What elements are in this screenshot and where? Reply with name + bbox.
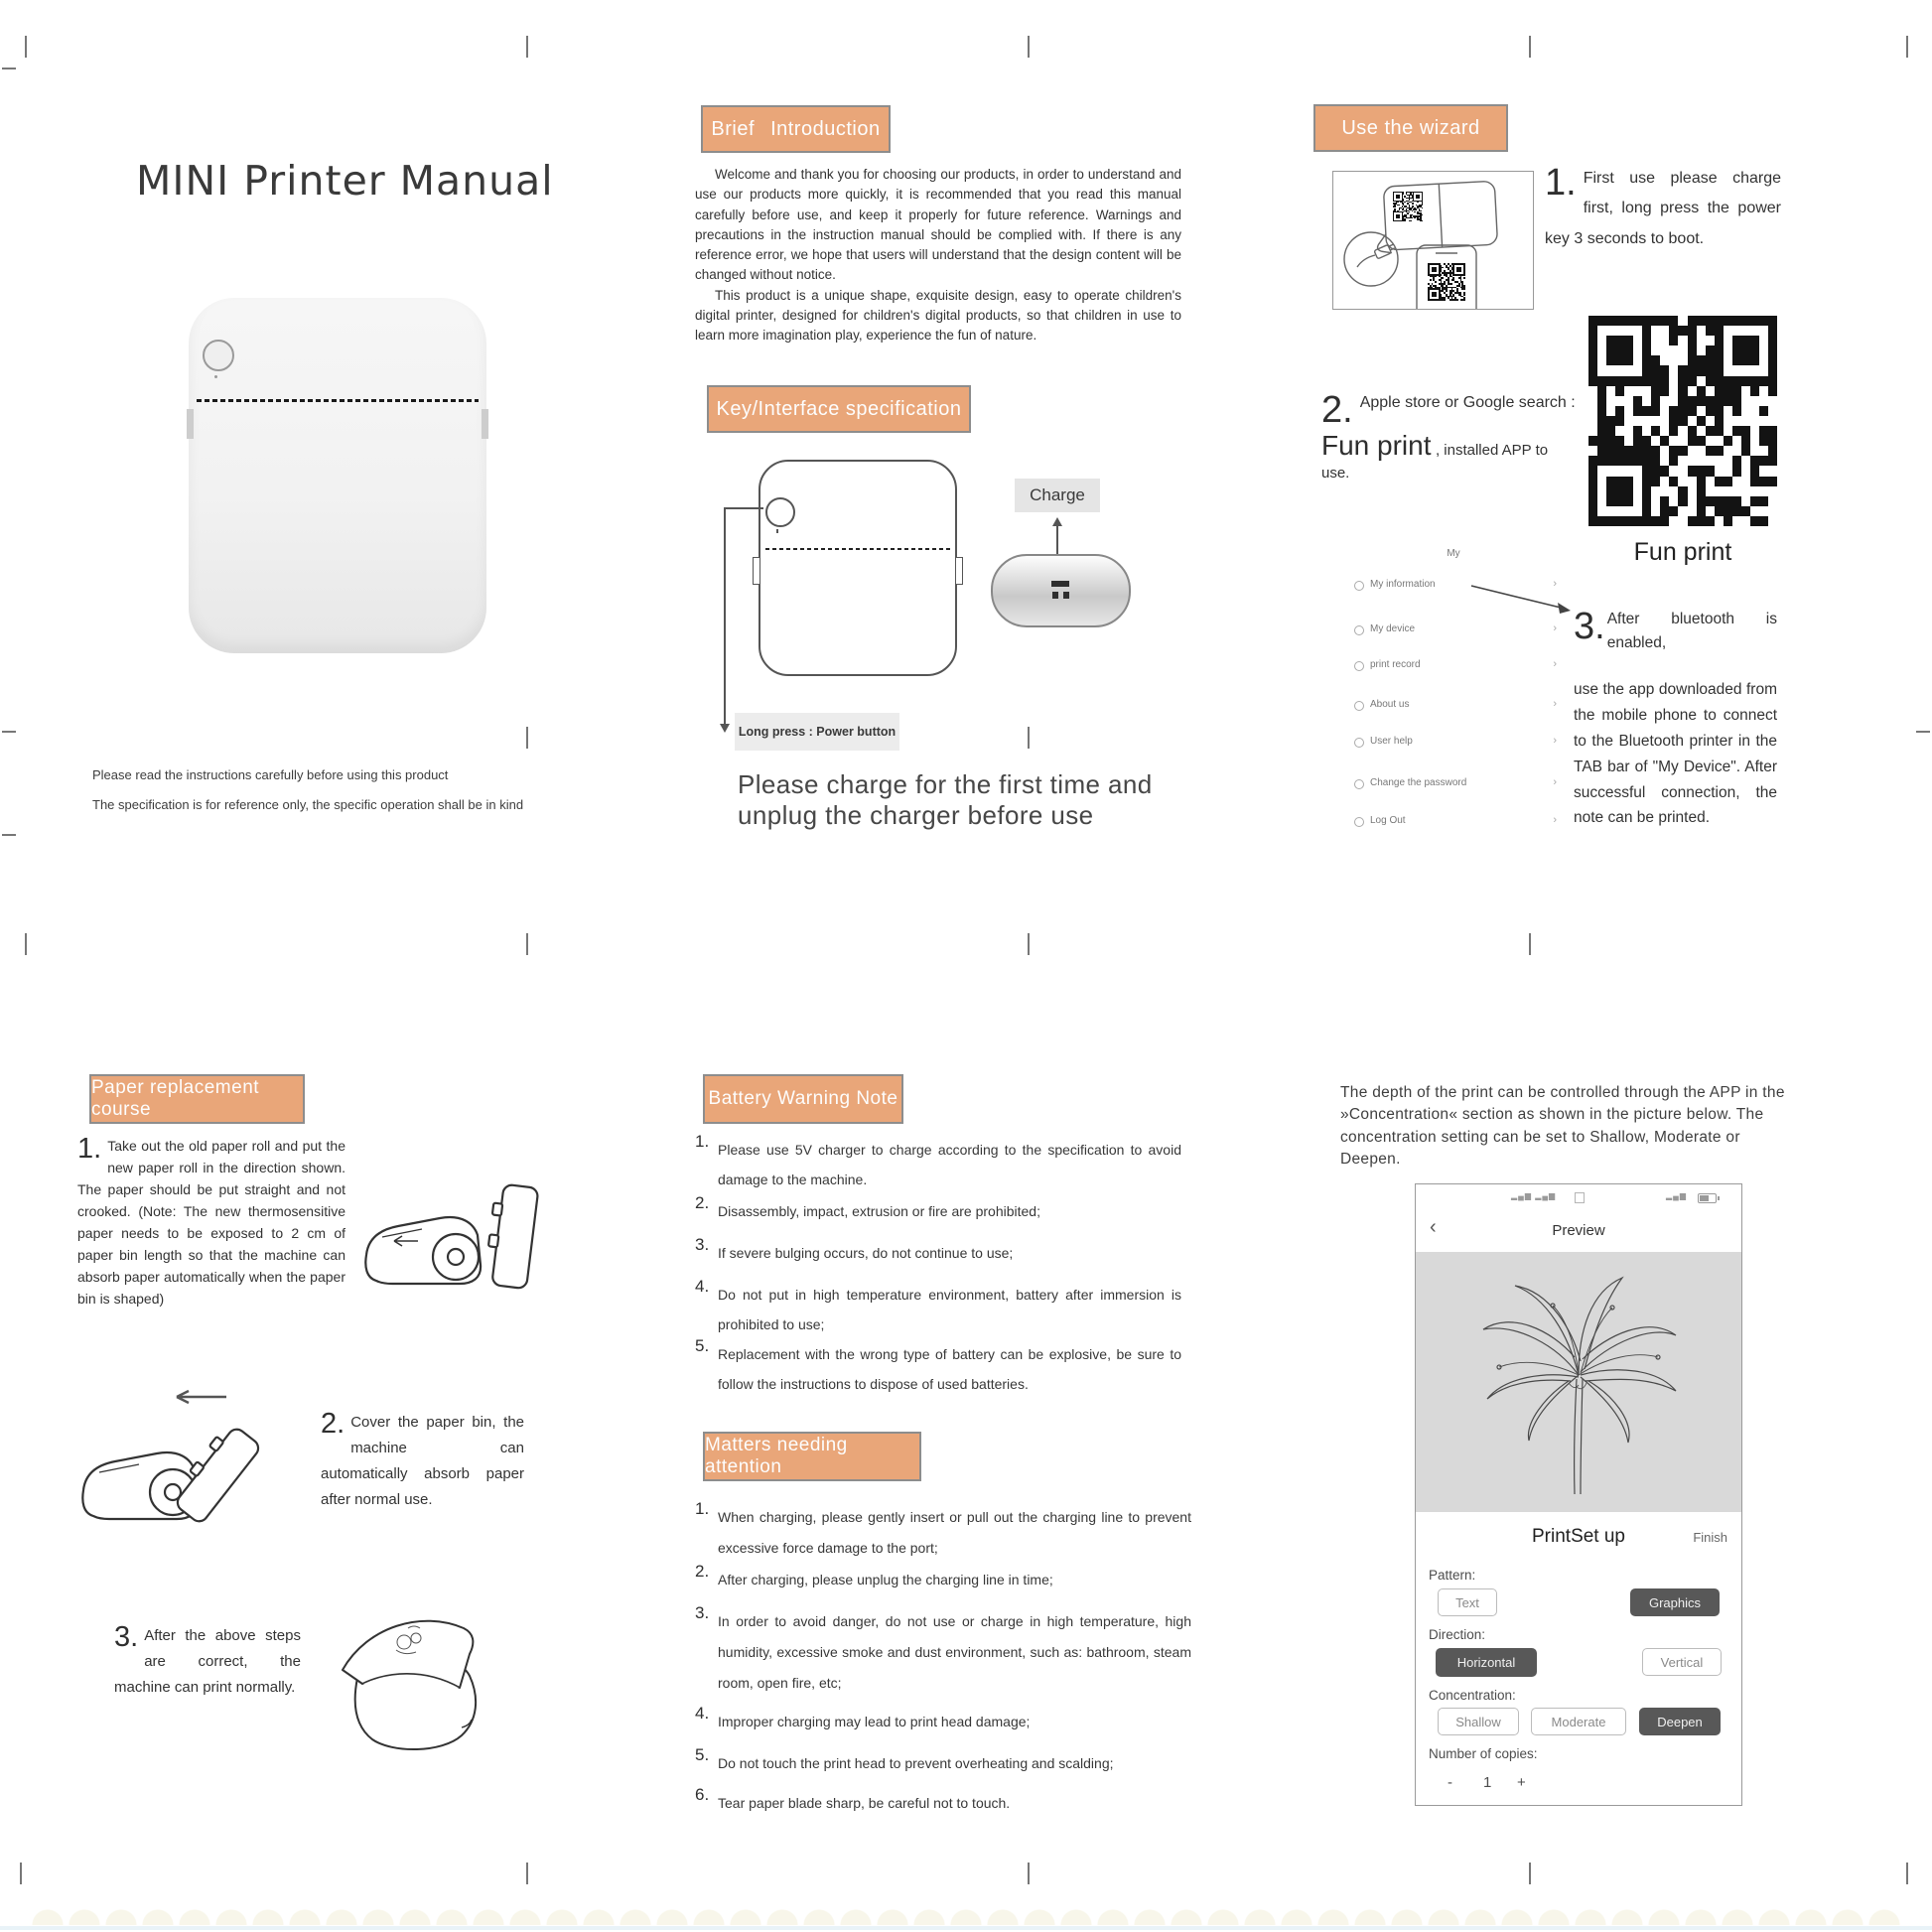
step-text: Cover the paper bin, the machine can automatically absorb paper after normal use. (321, 1414, 524, 1508)
charge-label: Charge (1015, 479, 1100, 512)
step-body: use the app downloaded from the mobile phone to connect to the Bluetooth printer in the TAB bar of "My Device". After successful connection, the note can be printed. (1574, 681, 1777, 827)
battery-icon (1698, 1193, 1717, 1203)
section-header-key-interface: Key/Interface specification (707, 385, 971, 433)
wizard-illustration (1332, 171, 1534, 310)
item-number: 5. (695, 1745, 710, 1764)
attention-item-3 (695, 1603, 1191, 1699)
printer-diagram (759, 460, 957, 676)
qr-caption: Fun print (1633, 538, 1732, 566)
printer-side-tab (482, 409, 488, 439)
record-icon (1354, 661, 1364, 671)
section-header-use-the-wizard: Use the wizard (1313, 104, 1508, 152)
section-header-battery-warning: Battery Warning Note (703, 1074, 903, 1124)
paper-step-1 (77, 1135, 345, 1310)
menu-item-label: About us (1370, 699, 1410, 710)
chevron-right-icon: › (1553, 776, 1557, 788)
back-chevron-icon: ‹ (1430, 1216, 1437, 1238)
menu-item-about-us (1348, 698, 1559, 714)
chevron-right-icon: › (1553, 578, 1557, 590)
step-number: 3. (1574, 606, 1605, 647)
paper-step-3 (114, 1623, 301, 1701)
qr-code-small (1393, 192, 1423, 221)
status-left-icons: ▂▄▆ ▂▄▆ (1511, 1191, 1557, 1200)
paper-step-2 (321, 1410, 524, 1513)
status-signal-icon: ▂▄▆ (1666, 1191, 1687, 1200)
power-button-icon (765, 497, 795, 527)
logout-icon (1354, 817, 1364, 827)
wizard-step-2 (1321, 391, 1578, 484)
item-text: Do not put in high temperature environment, battery after immersion is prohibited to use; (718, 1287, 1181, 1332)
printsetup-title: PrintSet up (1532, 1526, 1625, 1547)
device-icon (1354, 625, 1364, 635)
paper-slot-icon (765, 548, 950, 550)
charger-pin-icon (1052, 592, 1058, 599)
intro-paragraph-1: Welcome and thank you for choosing our products, in order to understand and use our products more quickly, it is recommended that you read this manual carefully before use, and keep it properly for future reference. Warnings and precautions in the instruction manual should be complied with. If there is any reference error, we hope that users will understand that the design content will be changed without notice. (695, 167, 1181, 283)
battery-item-3 (695, 1235, 1181, 1268)
crop-mark (20, 1863, 22, 1884)
item-text: Replacement with the wrong type of battery can be explosive, be sure to follow the instructions to dispose of used batteries. (718, 1346, 1181, 1392)
item-number: 2. (695, 1193, 710, 1212)
menu-title: My (1447, 548, 1460, 559)
intro-paragraph-2: This product is a unique shape, exquisite design, easy to operate children's digital printer, designed for children's digital products, so that children in use to learn more imagination play, experience the fun of nature. (695, 287, 1181, 343)
pointer-arrow-icon (1467, 580, 1579, 621)
section-header-paper-replacement: Paper replacement course (89, 1074, 305, 1124)
concentration-intro: The depth of the print can be controlled through the APP in the »Concentration« section as shown in the picture below. The concentration setting can be set to Shallow, Moderate or Deepen. (1340, 1084, 1785, 1169)
battery-item-1 (695, 1132, 1181, 1194)
item-number: 3. (695, 1603, 710, 1622)
side-tab (955, 557, 963, 585)
menu-item-label: My device (1370, 623, 1416, 634)
crop-mark (2, 834, 16, 836)
item-text: Tear paper blade sharp, be careful not to touch. (718, 1795, 1011, 1811)
printer-led-icon (214, 375, 217, 378)
item-number: 3. (695, 1235, 710, 1254)
app-name: Fun print (1321, 429, 1432, 461)
copies-count: 1 (1483, 1774, 1492, 1791)
chevron-right-icon: › (1553, 658, 1557, 670)
callout-line (1056, 525, 1058, 555)
printer-paper-slot-icon (197, 399, 479, 402)
crop-mark (2, 731, 16, 733)
info-icon (1354, 701, 1364, 711)
concentration-moderate-button: Moderate (1531, 1708, 1626, 1735)
concentration-label: Concentration: (1429, 1688, 1516, 1703)
direction-label: Direction: (1429, 1627, 1486, 1642)
crop-mark (1028, 1863, 1030, 1884)
finish-button: Finish (1693, 1530, 1727, 1545)
chevron-right-icon: › (1553, 698, 1557, 710)
menu-item-label: print record (1370, 659, 1421, 670)
crop-mark (1529, 36, 1531, 58)
crop-mark (25, 36, 27, 58)
menu-item-change-password (1348, 776, 1559, 792)
intro-paragraphs (695, 165, 1181, 345)
step-text: After the above steps are correct, the machine can print normally. (114, 1627, 301, 1696)
charger-photo (991, 554, 1131, 627)
item-text: In order to avoid danger, do not use or charge in high temperature, high humidity, excessive smoke and dust environment, such as: bathroom, steam room, open fire, etc; (718, 1613, 1191, 1691)
copies-label: Number of copies: (1429, 1746, 1538, 1761)
item-number: 1. (695, 1499, 710, 1518)
page-edge-decoration (30, 1889, 1902, 1925)
menu-item-label: User help (1370, 736, 1413, 747)
power-button-mark (776, 529, 778, 533)
menu-item-label: Log Out (1370, 815, 1406, 826)
attention-item-4 (695, 1704, 1191, 1737)
crop-mark (1906, 36, 1908, 58)
first-charge-note: Please charge for the first time and unplug the charger before use (738, 769, 1153, 830)
step-number: 1. (1545, 162, 1577, 204)
step-number: 2. (321, 1408, 345, 1440)
direction-vertical-button: Vertical (1642, 1648, 1722, 1676)
printer-power-button-icon (203, 340, 234, 371)
copies-plus-button: + (1517, 1774, 1526, 1791)
menu-item-log-out (1348, 814, 1559, 830)
step-text: First use please charge first, long press the power key 3 seconds to boot. (1545, 170, 1781, 247)
crop-mark (526, 36, 528, 58)
crop-mark (1906, 1863, 1908, 1884)
attention-item-1 (695, 1499, 1191, 1564)
cover-note-1: Please read the instructions carefully before using this product (92, 767, 449, 782)
item-number: 1. (695, 1132, 710, 1151)
print-preview-image (1416, 1252, 1741, 1512)
direction-horizontal-button: Horizontal (1436, 1648, 1537, 1677)
paper-step2-illustration (79, 1385, 283, 1546)
lock-icon (1354, 779, 1364, 789)
manual-title: MINI Printer Manual (136, 157, 554, 205)
user-icon (1354, 581, 1364, 591)
menu-item-user-help (1348, 735, 1559, 751)
item-number: 2. (695, 1562, 710, 1581)
attention-item-2 (695, 1562, 1191, 1595)
page-edge-line (0, 1926, 1932, 1930)
wizard-step-1 (1545, 164, 1781, 254)
charger-pin-icon (1063, 592, 1069, 599)
concentration-deepen-button: Deepen (1639, 1708, 1721, 1735)
crop-mark (526, 1863, 528, 1884)
menu-item-label: Change the password (1370, 777, 1467, 788)
cover-note-2: The specification is for reference only, the specific operation shall be in kind (92, 797, 524, 812)
menu-item-label: My information (1370, 579, 1436, 590)
callout-arrowhead-icon (720, 724, 730, 733)
printer-photo (189, 298, 486, 653)
step-number: 2. (1321, 389, 1353, 431)
crop-mark (1028, 36, 1030, 58)
crop-mark (526, 727, 528, 749)
section-header-matters-attention: Matters needing attention (703, 1432, 921, 1481)
app-screenshot (1415, 1183, 1742, 1806)
printer-side-tab (187, 409, 194, 439)
copies-minus-button: - (1448, 1774, 1452, 1791)
crop-mark (1529, 1863, 1531, 1884)
item-number: 4. (695, 1277, 710, 1296)
crop-mark (1028, 727, 1030, 749)
app-qr-code (1588, 316, 1777, 526)
step-text: Apple store or Google search : (1359, 394, 1576, 411)
item-text: Please use 5V charger to charge according to the specification to avoid damage to the machine. (718, 1142, 1181, 1187)
concentration-shallow-button: Shallow (1438, 1708, 1519, 1735)
item-text: After charging, please unplug the charging line in time; (718, 1572, 1053, 1587)
status-icon (1575, 1192, 1585, 1203)
item-number: 6. (695, 1785, 710, 1804)
crop-mark (1916, 731, 1930, 733)
crop-mark (2, 68, 16, 69)
paper-step1-illustration (360, 1179, 549, 1307)
attention-item-5 (695, 1745, 1191, 1779)
side-tab (753, 557, 760, 585)
pattern-label: Pattern: (1429, 1568, 1476, 1583)
wizard-step-3 (1574, 608, 1777, 831)
chevron-right-icon: › (1553, 622, 1557, 634)
step-lead: After bluetooth is enabled, (1606, 611, 1777, 652)
crop-mark (1028, 933, 1030, 955)
step-text-suffix: , installed APP to use. (1321, 441, 1549, 483)
item-text: If severe bulging occurs, do not continue to use; (718, 1245, 1014, 1261)
chevron-right-icon: › (1553, 735, 1557, 747)
charger-port-icon (1051, 581, 1069, 587)
item-number: 4. (695, 1704, 710, 1723)
step-number: 3. (114, 1621, 139, 1653)
menu-item-print-record (1348, 658, 1559, 674)
item-text: When charging, please gently insert or pull out the charging line to prevent excessive force damage to the port; (718, 1509, 1191, 1556)
item-text: Do not touch the print head to prevent overheating and scalding; (718, 1755, 1114, 1771)
pattern-text-button: Text (1438, 1588, 1497, 1616)
item-text: Disassembly, impact, extrusion or fire are prohibited; (718, 1203, 1040, 1219)
crop-mark (526, 933, 528, 955)
step-text: Take out the old paper roll and put the new paper roll in the direction shown. The paper should be put straight and not crooked. (Note: The new thermosensitive paper needs to be exposed to 2 cm of paper bin length so that the machine can absorb paper automatically when the paper bin is shaped) (77, 1138, 345, 1307)
battery-item-2 (695, 1193, 1181, 1226)
help-icon (1354, 738, 1364, 748)
spider-lily-drawing (1430, 1258, 1727, 1506)
callout-line (724, 507, 726, 724)
chevron-right-icon: › (1553, 814, 1557, 826)
battery-item-4 (695, 1277, 1181, 1339)
step-number: 1. (77, 1133, 102, 1165)
crop-mark (25, 933, 27, 955)
power-button-label: Long press : Power button (735, 713, 899, 751)
attention-item-6 (695, 1785, 1191, 1819)
battery-item-5 (695, 1336, 1181, 1399)
section-header-brief-introduction: Brief Introduction (701, 105, 891, 153)
item-number: 5. (695, 1336, 710, 1355)
preview-title: Preview (1552, 1222, 1605, 1239)
qr-code-phone (1428, 263, 1465, 301)
callout-line (724, 507, 763, 509)
paper-step3-illustration (313, 1608, 496, 1755)
item-text: Improper charging may lead to print head damage; (718, 1714, 1031, 1729)
crop-mark (1529, 933, 1531, 955)
menu-item-my-device (1348, 622, 1559, 638)
pattern-graphics-button: Graphics (1630, 1588, 1720, 1616)
